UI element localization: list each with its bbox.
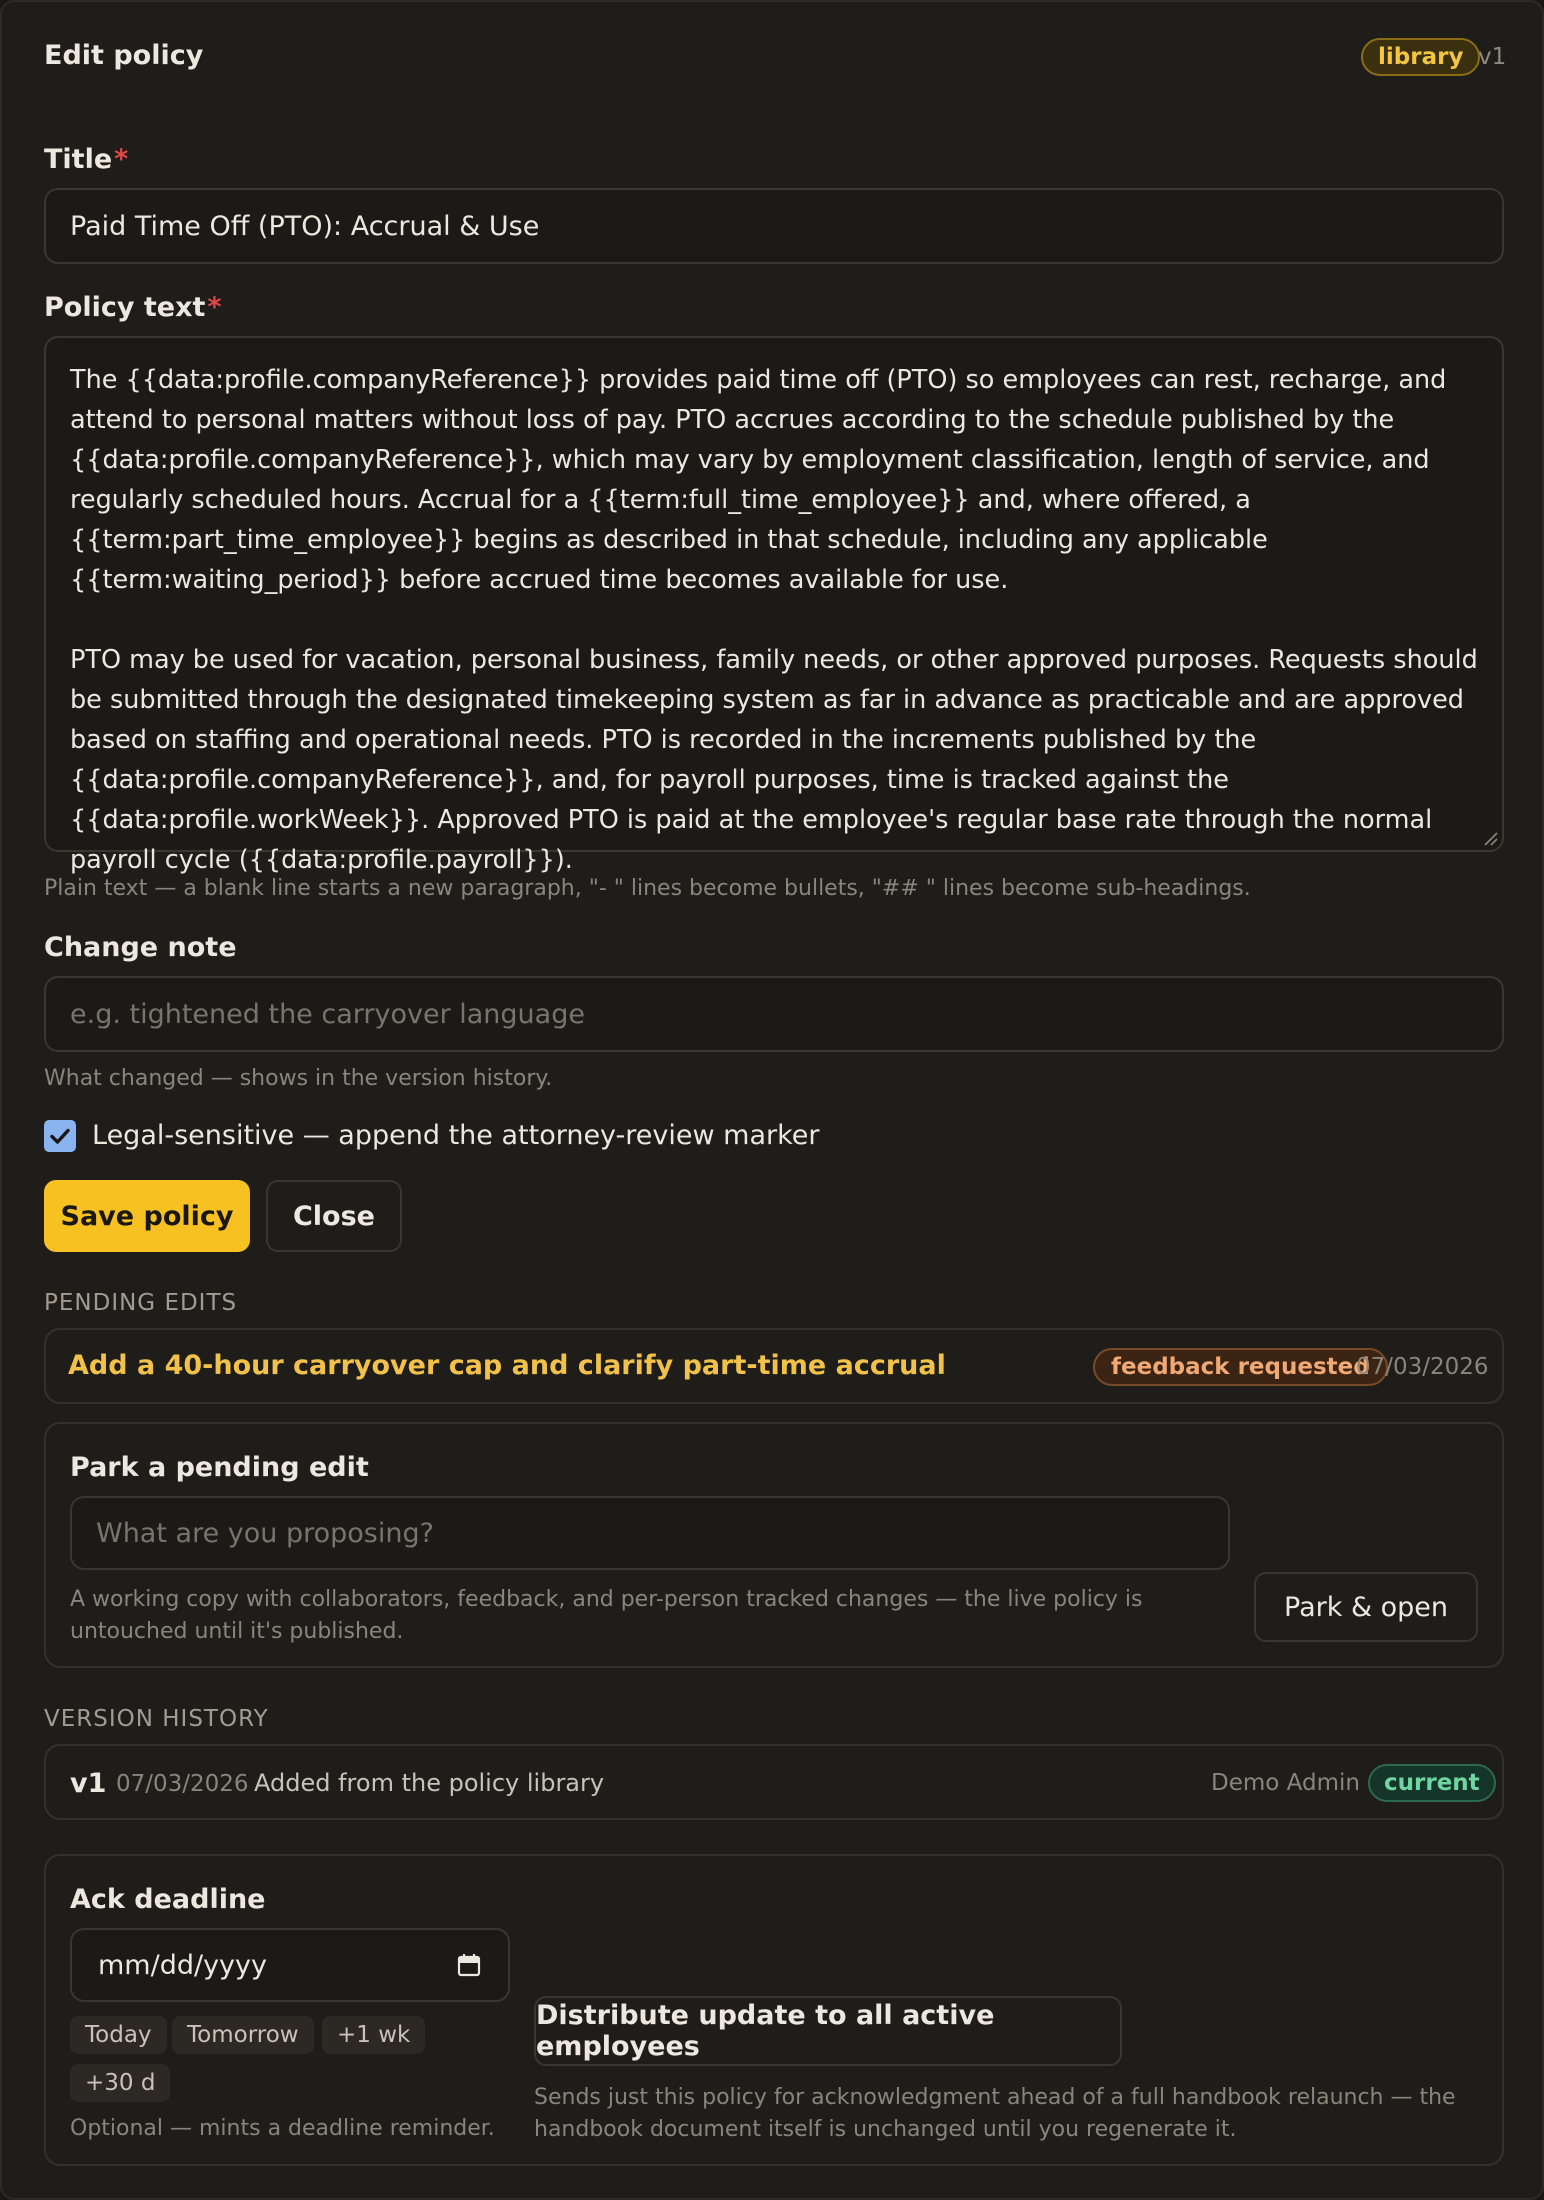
policy-text-area[interactable] (44, 336, 1504, 875)
required-marker: * (207, 292, 222, 323)
chip-tomorrow[interactable]: Tomorrow (172, 2016, 314, 2054)
park-edit-title: Park a pending edit (70, 1452, 369, 1483)
policy-text-hint: Plain text — a blank line starts a new paragraph, "- " lines become bullets, "## " lines become sub-headings. (44, 876, 1251, 901)
proposal-input[interactable]: What are you proposing? (70, 1496, 1230, 1570)
policy-text-label (44, 292, 222, 323)
distribute-update-button[interactable]: Distribute update to all active employees (534, 1996, 1122, 2066)
page-title: Edit policy (44, 40, 204, 71)
deadline-date-input[interactable] (70, 1928, 510, 2002)
policy-paragraph: PTO may be used for vacation, personal business, family needs, or other approved purposes. Requests should be submitted through the designated timekeeping system as far in advance as practicable and are approved based on staffing and operational needs. PTO is recorded in the increments published by the {{data:profile.companyReference}}, and, for payroll purposes, time is tracked against the {{data:profile.workWeek}}. Approved PTO is paid at the employee's regular base rate through the normal payroll cycle ({{data:profile.payroll}}). (70, 645, 1478, 875)
version-number: v1 (70, 1768, 107, 1799)
pending-edit-date: 07/03/2026 (1356, 1354, 1489, 1380)
pending-edits-heading: PENDING EDITS (44, 1290, 238, 1316)
required-marker: * (114, 144, 129, 175)
distribute-hint: Sends just this policy for acknowledgment ahead of a full handbook relaunch — the handbook document itself is unchanged until you regenerate it. (534, 2085, 1456, 2142)
version-history-heading: VERSION HISTORY (44, 1706, 269, 1732)
title-label (44, 144, 128, 175)
legal-sensitive-checkbox[interactable] (44, 1120, 76, 1152)
pending-edit-title[interactable]: Add a 40-hour carryover cap and clarify part-time accrual (68, 1350, 946, 1381)
ack-deadline-hint: Optional — mints a deadline reminder. (70, 2116, 495, 2141)
version-note: Added from the policy library (254, 1769, 605, 1797)
date-placeholder: mm/dd/yyyy (98, 1949, 267, 1981)
version-tag: v1 (1478, 44, 1507, 70)
status-badge: feedback requested (1093, 1348, 1388, 1386)
save-policy-button[interactable]: Save policy (44, 1180, 250, 1252)
checkmark-icon (48, 1124, 72, 1148)
legal-sensitive-label: Legal-sensitive — append the attorney-review marker (92, 1120, 820, 1151)
resize-grip-icon[interactable] (1482, 830, 1498, 846)
policy-paragraph: The {{data:profile.companyReference}} provides paid time off (PTO) so employees can rest, recharge, and attend to personal matters without loss of pay. PTO accrues according to the schedule published by the {{data:profile.companyReference}}, which may vary by employment classification, length of service, and regularly scheduled hours. Accrual for a {{term:full_time_employee}} and, where offered, a {{term:part_time_employee}} begins as described in that schedule, including any applicable {{term:waiting_period}} before accrued time becomes available for use. (70, 365, 1447, 595)
chip-thirty-days[interactable]: +30 d (70, 2064, 170, 2102)
chip-today[interactable]: Today (70, 2016, 167, 2054)
status-badge: current (1368, 1764, 1496, 1802)
park-edit-hint: A working copy with collaborators, feedback, and per-person tracked changes — the live policy is untouched until it's published. (70, 1587, 1143, 1644)
policy-text-label-text: Policy text (44, 292, 206, 323)
park-and-open-button[interactable]: Park & open (1254, 1572, 1478, 1642)
title-input[interactable]: Paid Time Off (PTO): Accrual & Use (44, 188, 1504, 264)
close-button[interactable]: Close (266, 1180, 402, 1252)
calendar-icon[interactable] (456, 1952, 482, 1978)
change-note-input[interactable]: e.g. tightened the carryover language (44, 976, 1504, 1052)
ack-deadline-label: Ack deadline (70, 1884, 266, 1915)
version-date: 07/03/2026 (116, 1771, 249, 1797)
change-note-label: Change note (44, 932, 237, 963)
title-label-text: Title (44, 144, 113, 175)
change-note-hint: What changed — shows in the version history. (44, 1066, 553, 1091)
chip-one-week[interactable]: +1 wk (322, 2016, 425, 2054)
version-author: Demo Admin (1211, 1770, 1360, 1796)
source-badge: library (1361, 38, 1480, 76)
